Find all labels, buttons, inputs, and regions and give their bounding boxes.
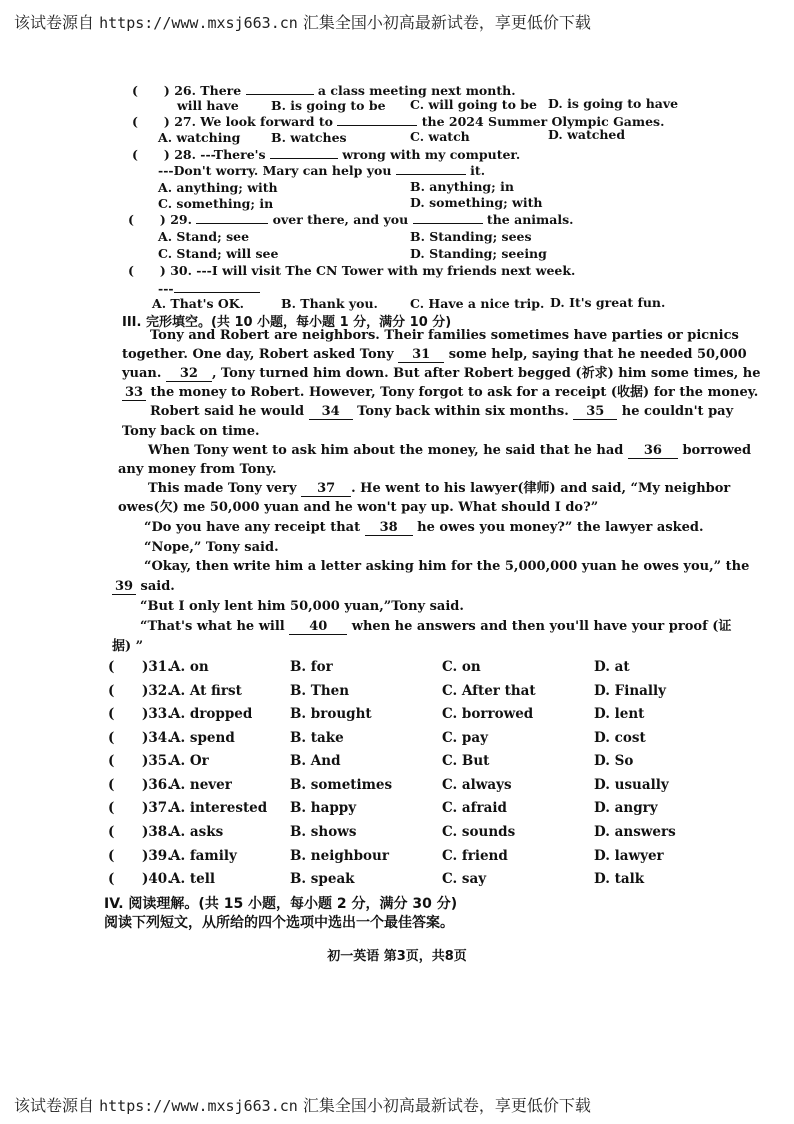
- q27-option-c: C. watch: [410, 129, 470, 144]
- q30-option-d: D. It's great fun.: [550, 295, 666, 310]
- option-number: )33.: [142, 706, 172, 722]
- option-a: A. interested: [170, 800, 268, 816]
- option-b: B. sometimes: [290, 777, 393, 793]
- passage-line-4: 33 the money to Robert. However, Tony forgot to ask for a receipt (收据) for the money.: [122, 385, 758, 401]
- cloze-blank-36[interactable]: 36: [628, 443, 678, 459]
- option-d: D. usually: [594, 777, 669, 793]
- banner-url[interactable]: https://www.mxsj663.cn: [99, 14, 298, 32]
- cloze-blank-40[interactable]: 40: [289, 619, 347, 635]
- option-c: C. afraid: [442, 800, 507, 816]
- q26-option-c: C. will going to be: [410, 97, 537, 112]
- option-b: B. brought: [290, 706, 372, 722]
- option-b: B. Then: [290, 683, 350, 699]
- option-number: )36.: [142, 777, 172, 793]
- q29-option-d: D. Standing; seeing: [410, 246, 547, 261]
- option-a: A. spend: [170, 730, 235, 746]
- q28-option-a: A. anything; with: [158, 180, 278, 195]
- passage-line-5: Robert said he would 34 Tony back within six months. 35 he couldn't pay: [150, 404, 734, 419]
- question-28: ( ) 28. ---There's wrong with my computer.: [132, 147, 521, 162]
- banner-suffix: 汇集全国小初高最新试卷，享更低价下载: [302, 1096, 591, 1115]
- cloze-blank-39[interactable]: 39: [112, 579, 136, 595]
- option-d: D. talk: [594, 871, 645, 887]
- passage-line-15: “But I only lent him 50,000 yuan,”Tony said.: [140, 599, 464, 614]
- option-b: B. take: [290, 730, 344, 746]
- passage-line-10: owes(欠) me 50,000 yuan and he won't pay up. What should I do?”: [118, 500, 599, 515]
- banner-suffix: 汇集全国小初高最新试卷，享更低价下载: [302, 13, 591, 32]
- q27-option-a: A. watching: [158, 130, 241, 145]
- question-30-reply: ---: [158, 281, 260, 296]
- option-b: B. And: [290, 753, 341, 769]
- page-number-footer: 初一英语 第3页，共8页: [327, 949, 467, 964]
- passage-line-7: When Tony went to ask him about the money, he said that he had 36 borrowed: [148, 443, 752, 458]
- passage-line-1: Tony and Robert are neighbors. Their families sometimes have parties or picnics: [150, 328, 739, 343]
- option-a: A. family: [170, 848, 237, 864]
- question-27: ( ) 27. We look forward to the 2024 Summer Olympic Games.: [132, 114, 665, 129]
- passage-line-14: 39 said.: [112, 579, 175, 595]
- section-3-title: III. 完形填空。(共 10 小题，每小题 1 分，满分 10 分): [122, 315, 452, 330]
- option-b: B. shows: [290, 824, 357, 840]
- option-d: D. So: [594, 753, 634, 769]
- option-number: )39.: [142, 848, 172, 864]
- option-a: A. tell: [170, 871, 215, 887]
- cloze-blank-35[interactable]: 35: [573, 404, 617, 420]
- q28-option-b: B. anything; in: [410, 179, 514, 194]
- section-4-instruction: 阅读下列短文，从所给的四个选项中选出一个最佳答案。: [104, 915, 454, 931]
- answer-paren[interactable]: (: [108, 706, 115, 722]
- option-a: A. At first: [170, 683, 242, 699]
- option-number: )38.: [142, 824, 172, 840]
- answer-blank[interactable]: [337, 125, 417, 126]
- answer-paren[interactable]: (: [108, 871, 115, 887]
- answer-paren[interactable]: (: [108, 800, 115, 816]
- cloze-blank-31[interactable]: 31: [398, 347, 444, 363]
- source-banner-bottom: [14, 1093, 591, 1116]
- q27-option-d: D. watched: [548, 127, 626, 142]
- option-a: A. dropped: [170, 706, 253, 722]
- option-c: C. borrowed: [442, 706, 534, 722]
- cloze-blank-37[interactable]: 37: [301, 481, 351, 497]
- option-a: A. never: [170, 777, 232, 793]
- q30-option-a: A. That's OK.: [152, 296, 244, 311]
- option-c: C. on: [442, 659, 481, 675]
- option-c: C. always: [442, 777, 512, 793]
- option-d: D. answers: [594, 824, 676, 840]
- answer-blank[interactable]: [246, 94, 314, 95]
- option-a: A. on: [170, 659, 209, 675]
- option-a: A. asks: [170, 824, 224, 840]
- option-c: C. After that: [442, 683, 536, 699]
- q29-option-c: C. Stand; will see: [158, 246, 279, 261]
- option-number: )35.: [142, 753, 172, 769]
- option-d: D. at: [594, 659, 630, 675]
- option-d: D. cost: [594, 730, 646, 746]
- question-28-reply: ---Don't worry. Mary can help you it.: [158, 163, 486, 178]
- passage-line-13: “Okay, then write him a letter asking him for the 5,000,000 yuan he owes you,” the: [144, 559, 750, 574]
- question-26: ( ) 26. There a class meeting next month.: [132, 83, 516, 98]
- option-d: D. angry: [594, 800, 658, 816]
- q26-option-b: B. is going to be: [271, 98, 386, 113]
- passage-line-6: Tony back on time.: [122, 424, 260, 439]
- answer-paren[interactable]: (: [108, 777, 115, 793]
- passage-line-17: 据) ”: [112, 639, 144, 654]
- cloze-blank-32[interactable]: 32: [166, 366, 212, 382]
- passage-line-9: This made Tony very 37 . He went to his lawyer(律师) and said, “My neighbor: [148, 481, 731, 496]
- banner-prefix: 该试卷源自: [14, 13, 95, 32]
- answer-paren[interactable]: (: [108, 848, 115, 864]
- answer-paren[interactable]: (: [108, 730, 115, 746]
- passage-line-11: “Do you have any receipt that 38 he owes you money?” the lawyer asked.: [144, 520, 704, 535]
- option-c: C. But: [442, 753, 490, 769]
- banner-prefix: 该试卷源自: [14, 1096, 95, 1115]
- option-c: C. friend: [442, 848, 508, 864]
- option-a: A. Or: [170, 753, 209, 769]
- q29-option-a: A. Stand; see: [158, 229, 250, 244]
- q28-option-c: C. something; in: [158, 196, 274, 211]
- option-number: )31.: [142, 659, 172, 675]
- q27-option-b: B. watches: [271, 130, 347, 145]
- passage-line-16: “That's what he will 40 when he answers and then you'll have your proof (证: [140, 619, 732, 634]
- answer-paren[interactable]: (: [108, 753, 115, 769]
- option-b: B. speak: [290, 871, 355, 887]
- passage-line-8: any money from Tony.: [118, 462, 277, 477]
- answer-paren[interactable]: (: [108, 659, 115, 675]
- option-b: B. happy: [290, 800, 357, 816]
- answer-blank[interactable]: [196, 223, 268, 224]
- answer-paren[interactable]: (: [108, 683, 115, 699]
- q30-option-c: C. Have a nice trip.: [410, 296, 545, 311]
- cloze-blank-33[interactable]: 33: [122, 385, 146, 401]
- passage-line-12: “Nope,” Tony said.: [144, 540, 279, 555]
- q30-option-b: B. Thank you.: [281, 296, 378, 311]
- question-29: ( ) 29. over there, and you the animals.: [128, 212, 574, 227]
- answer-blank[interactable]: [270, 158, 338, 159]
- q28-option-d: D. something; with: [410, 195, 543, 210]
- q26-option-d: D. is going to have: [548, 96, 679, 111]
- passage-line-3: yuan. 32 , Tony turned him down. But after Robert begged (祈求) him some times, he: [122, 366, 761, 381]
- q26-option-a: will have: [177, 98, 239, 113]
- source-banner-top: [14, 10, 591, 33]
- cloze-blank-34[interactable]: 34: [309, 404, 353, 420]
- option-number: )40.: [142, 871, 172, 887]
- answer-paren[interactable]: (: [108, 824, 115, 840]
- answer-blank[interactable]: [174, 292, 260, 293]
- option-c: C. sounds: [442, 824, 516, 840]
- cloze-blank-38[interactable]: 38: [365, 520, 413, 536]
- answer-blank[interactable]: [413, 223, 483, 224]
- question-30: ( ) 30. ---I will visit The CN Tower with my friends next week.: [128, 263, 576, 278]
- answer-blank[interactable]: [396, 174, 466, 175]
- option-d: D. lawyer: [594, 848, 664, 864]
- passage-line-2: together. One day, Robert asked Tony 31 some help, saying that he needed 50,000: [122, 347, 747, 362]
- option-d: D. lent: [594, 706, 645, 722]
- banner-url[interactable]: https://www.mxsj663.cn: [99, 1097, 298, 1115]
- option-b: B. for: [290, 659, 333, 675]
- section-4-title: IV. 阅读理解。(共 15 小题，每小题 2 分，满分 30 分): [104, 896, 458, 912]
- option-b: B. neighbour: [290, 848, 389, 864]
- option-number: )32.: [142, 683, 172, 699]
- option-d: D. Finally: [594, 683, 667, 699]
- option-number: )37.: [142, 800, 172, 816]
- q29-option-b: B. Standing; sees: [410, 229, 532, 244]
- option-number: )34.: [142, 730, 172, 746]
- option-c: C. say: [442, 871, 487, 887]
- option-c: C. pay: [442, 730, 488, 746]
